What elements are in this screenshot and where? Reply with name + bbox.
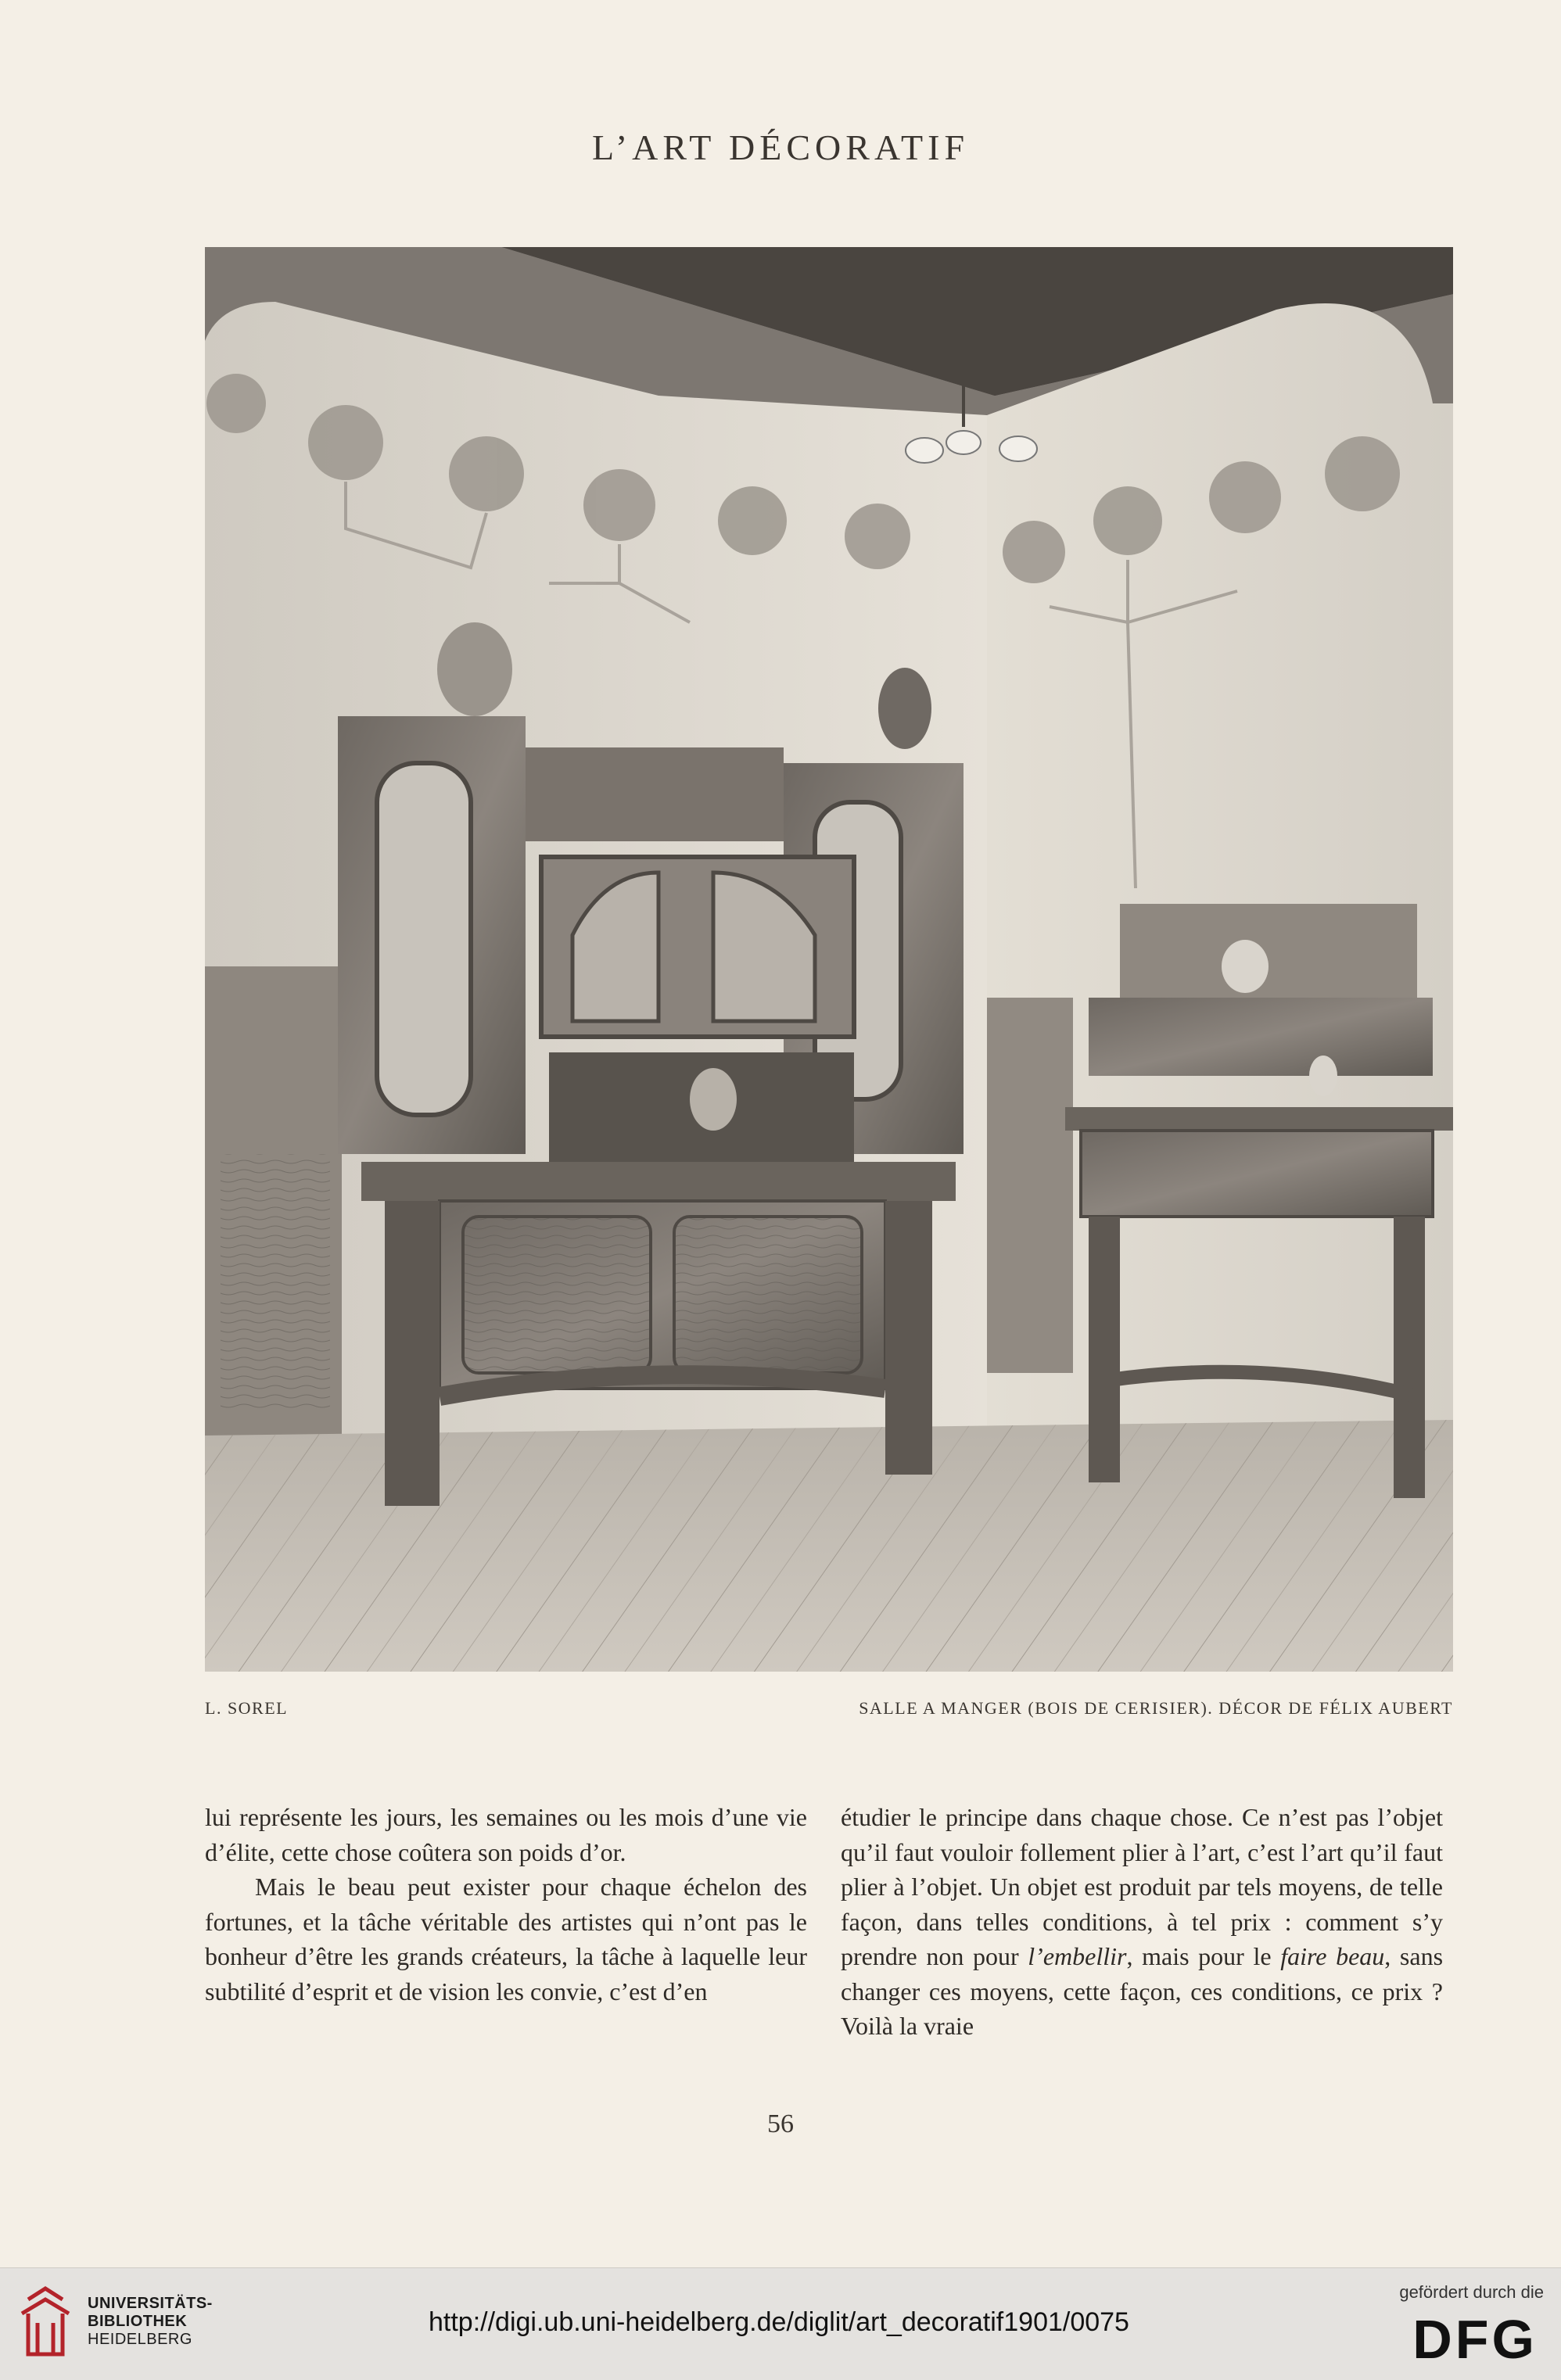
page-number: 56 [767,2109,794,2138]
italic-term: faire beau [1280,1942,1385,1970]
library-name-line: UNIVERSITÄTS- [88,2295,213,2312]
dfg-logo: DFG [1412,2309,1538,2370]
text-column-left [205,1800,807,2009]
library-name-line: HEIDELBERG [88,2331,192,2348]
funder-note: gefördert durch die [1399,2282,1544,2302]
library-name-line: BIBLIOTHEK [88,2313,188,2330]
dining-room-photograph [205,247,1453,1672]
paragraph [841,1800,1443,2044]
running-head: L’ART DÉCORATIF [591,127,970,167]
caption-title: SALLE A MANGER (BOIS DE CERISIER). DÉCOR DE FÉLIX AUBERT [859,1698,1453,1718]
paragraph: lui représente les jours, les semaines ou les mois d’une vie d’élite, cette chose coûtera son poids d’or. [205,1803,807,1866]
text-column-right [841,1800,1443,2044]
digitization-footer [0,2267,1561,2380]
text-run: étudier le principe dans chaque chose. Ce n’est pas l’objet qu’il faut vouloir follement plier à l’art, c’est l’art qu’il faut plier à l’objet. Un objet est produit par tels moyens, de telle façon, dans telles conditions, à tel prix : comment s’y prendre non pour [841,1803,1443,1970]
text-run: , sans changer ces moyens, cette façon, ces conditions, ce prix ? Voilà la vraie [841,1942,1444,2040]
library-name [88,2295,213,2349]
photo-plate [205,247,1453,1672]
text-run: , mais pour le [1126,1942,1281,1970]
italic-term: l’embellir [1028,1942,1127,1970]
caption-author: L. SOREL [205,1698,289,1718]
library-logo-icon [17,2284,74,2362]
permalink-url[interactable]: http://digi.ub.uni-heidelberg.de/diglit/art_decoratif1901/0075 [429,2307,1129,2337]
paragraph: Mais le beau peut exister pour chaque échelon des fortunes, et la tâche véritable des artistes qui n’ont pas le bonheur d’être les grands créateurs, la tâche à laquelle leur subtilité d’esprit et de vision les convie, c’est d’en [205,1873,807,2005]
